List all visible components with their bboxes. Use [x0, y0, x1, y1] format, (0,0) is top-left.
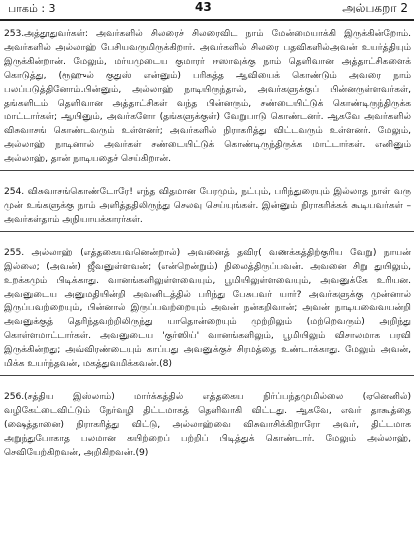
- section-divider: [0, 170, 414, 171]
- verse-253: 253.அத்தூதுவர்கள்: அவர்களில் சிலரைச் சிலரைவிட நாம் மேன்மையாக்கி இருக்கின்றோம். அவர்களில் அல்லாஹ் பேசியவருமிருக்கிறார். அவர்களில் சிலரை பதவிகளில்அவன் உயர்த்தியும் இருக்கின்றான். மேலும், மர்யமுடைய குமாரர் ஈஸாவுக்கு நாம் தெளிவான அத்தாட்சிகளைக் கொடுத்து, (ரூஹுல் குதுஸ் என்னும்) பரிசுத்த ஆவியைக் கொண்டும் அவரை நாம் பலப்படுத்தினோம்.பின்னும், அல்லாஹ் நாடியிருந்தால், அவர்களுக்குப் பின்னருள்ளவர்கள், தங்களிடம் தெளிவான அத்தாட்சிகள் வந்த பின்னரும், சண்டையிட்டுக் கொண்டிருந்திருக்க மாட்டார்கள்; ஆயினும், அவர்களோ (தங்களுக்குள்) வேறுபாடு கொண்டனர். ஆகவே அவர்களில் விசுவாசங் கொண்டவரும் உள்ளனர்; அவர்களில் நிராகரித்து விட்டவரும் உள்ளனர். மேலும், அல்லாஹ் நாடினால் அவர்கள் சண்டையிட்டுக் கொண்டிருந்திருக்க மாட்டார்கள். எனினும் அல்லாஹ், தான் நாடியதைச் செய்கிறான்.: [4, 28, 411, 165]
- verse-256: 256.(சத்திய இஸ்லாம்) மார்க்கத்தில் எத்தகைய நிர்ப்பந்தமுமில்லை (ஏனெனில்) வழிகேட்டைவிட்டும் நேர்வழி திட்டமாகத் தெளிவாகி விட்டது. ஆகவே, எவர் தாகூத்தை (ஷைத்தானை) நிராகரித்து விட்டு, அல்லாஹ்வை விசுவாசிக்கிறாரோ அவர், திட்டமாக அறுந்துபோகாத பலமான கயிற்றைப் பற்றிப் பிடித்துக் கொண்டார். மேலும் அல்லாஹ், செவியேற்கிறவன், அறிகிறவன்.(9): [4, 390, 411, 458]
- page-number: 43: [195, 0, 212, 14]
- header-divider: [0, 19, 414, 21]
- verse-254: 254. விசுவாசங்கொண்டோரே! எந்த விதமான பேரமும், நட்பும், பரிந்துரையும் இல்லாத நாள் வரு முன் உங்களுக்கு நாம் அளித்ததிலிருந்து செலவு செய்யுங்கள். இன்னும் நிராகரிக்கக் கூடியவர்கள் – அவர்கள்தாம் அநியாயக்காரர்கள்.: [4, 186, 411, 225]
- section-divider: [0, 231, 414, 232]
- part-label: பாகம் : 3: [8, 2, 56, 15]
- section-divider: [0, 375, 414, 376]
- verse-255: 255. அல்லாஹ் (எத்தகையவனென்றால்) அவனைத் தவிர( வணக்கத்திற்குரிய வேறு) நாயன் இல்லை; (அவன்) ஜீவனுள்ளவன்; (என்றென்றும்) நிலைத்திருப்பவன். அவனை சிறு துயிலும், உறக்கமும் பிடிக்காது. வானங்களிலுள்ளவையும், பூமியிலுள்ளவையும், அவனுக்கே உரியன. அவனுடைய அனுமதியின்றி அவனிடத்தில் பரிந்து பேசுபவர் யார்? அவர்களுக்கு முன்னால் இருப்பவற்றையும், பின்னால் இருப்பவற்றையும் அவன் நன்கறிவான்; அவன் நாடியவைவயன்றி அவனுக்குத் தெரிந்தவற்றிலிருந்து யாதொன்றையும் முற்றிலும் (மற்றெவரும்) அறிந்து கொள்ளமாட்டார்கள். அவனுடைய 'குர்ஸிய்' வானங்களிலும், பூமியிலும் விசாலமாக பரவி இருக்கின்றது; அவ்விரண்டையும் காப்பது அவனுக்குச் சிரமத்தை உண்டாக்காது. மேலும் அவன், மிக்க உயர்ந்தவன், மகத்துவமிக்கவன்.(8): [4, 246, 411, 370]
- chapter-label: அல்பகறா 2: [342, 1, 408, 15]
- page-content: [0, 24, 414, 459]
- page-header: [0, 0, 414, 18]
